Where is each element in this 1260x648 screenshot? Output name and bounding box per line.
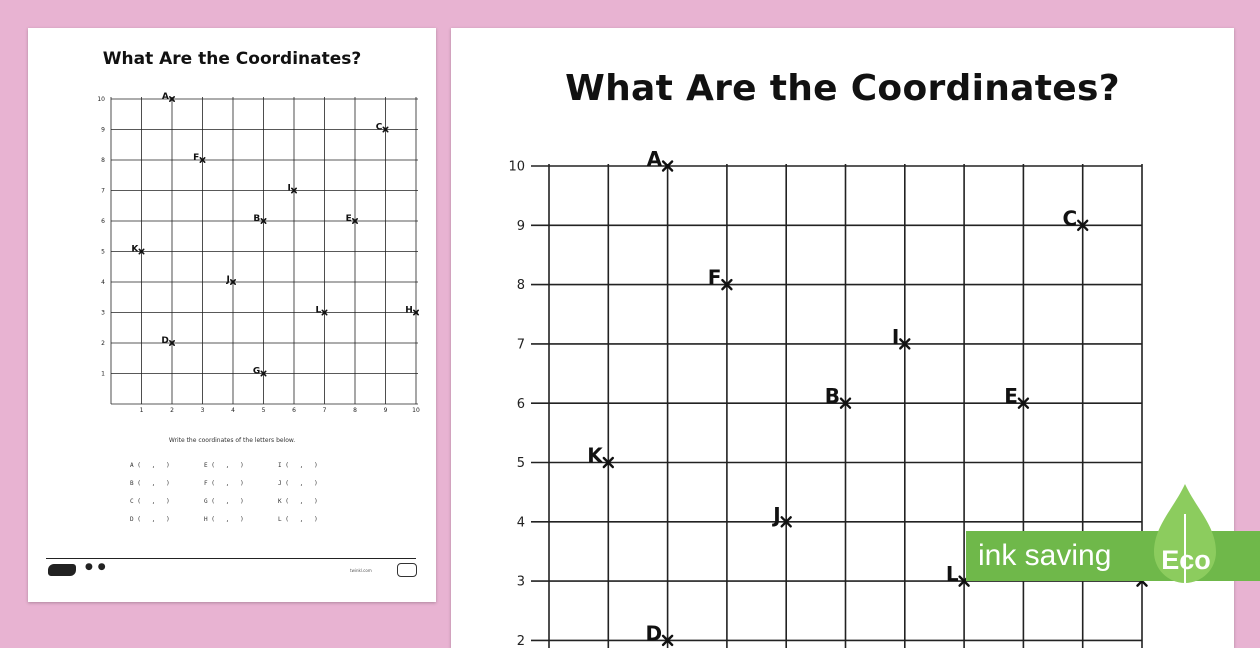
worksheet-title-large: What Are the Coordinates? — [565, 68, 1120, 109]
answer-slot-c[interactable]: C ( , ) — [130, 498, 170, 505]
point-label-d: D — [645, 621, 663, 646]
answer-slot-g[interactable]: G ( , ) — [204, 498, 244, 505]
y-tick-label: 4 — [101, 279, 105, 287]
y-tick-label: 9 — [101, 126, 105, 134]
y-tick-label: 9 — [516, 218, 525, 234]
worksheet-thumbnail[interactable] — [28, 28, 436, 602]
point-label-e: E — [345, 214, 352, 224]
y-tick-label: 6 — [101, 218, 105, 226]
point-label-l: L — [945, 562, 959, 587]
point-label-j: J — [773, 502, 781, 527]
y-tick-label: 10 — [508, 159, 525, 175]
point-label-c: C — [1062, 206, 1078, 231]
point-label-f: F — [707, 265, 722, 290]
x-tick-label: 9 — [383, 407, 388, 414]
y-tick-label: 5 — [101, 248, 105, 256]
point-label-h: H — [405, 305, 413, 316]
worksheet-title-small: What Are the Coordinates? — [102, 49, 362, 69]
y-tick-label: 2 — [101, 340, 105, 348]
footer-dots-icon: ● ● — [85, 562, 107, 572]
leaf-drop-icon — [1150, 484, 1220, 596]
y-tick-label: 1 — [101, 370, 105, 378]
point-label-a: A — [161, 92, 169, 102]
y-tick-label: 10 — [97, 96, 105, 104]
y-tick-label: 7 — [101, 187, 105, 195]
point-label-k: K — [587, 443, 603, 468]
y-tick-label: 8 — [101, 157, 105, 165]
x-tick-label: 10 — [412, 407, 420, 414]
answer-slot-l[interactable]: L ( , ) — [278, 516, 318, 523]
point-label-l: L — [315, 305, 322, 316]
x-tick-label: 2 — [170, 407, 174, 414]
answer-slot-k[interactable]: K ( , ) — [278, 498, 318, 505]
answer-slot-f[interactable]: F ( , ) — [204, 480, 244, 487]
y-tick-label: 4 — [516, 515, 525, 531]
point-label-b: B — [253, 214, 261, 224]
eco-ink-saving-badge — [966, 484, 1260, 596]
point-label-b: B — [824, 384, 840, 409]
eco-badge-word: Eco — [1161, 545, 1211, 575]
x-tick-label: 6 — [292, 407, 296, 414]
point-label-f: F — [193, 153, 200, 163]
point-label-d: D — [161, 336, 169, 346]
x-tick-label: 3 — [200, 407, 205, 414]
y-tick-label: 3 — [516, 574, 525, 590]
footer-brand-icon — [397, 563, 417, 577]
answer-slot-d[interactable]: D ( , ) — [130, 516, 170, 523]
answer-slot-h[interactable]: H ( , ) — [204, 516, 244, 523]
point-label-k: K — [131, 244, 139, 255]
x-tick-label: 5 — [261, 407, 266, 414]
y-tick-label: 3 — [101, 309, 105, 317]
y-tick-label: 6 — [516, 396, 525, 412]
point-label-i: I — [287, 183, 291, 194]
worksheet-instructions: Write the coordinates of the letters below. — [168, 437, 296, 444]
point-label-c: C — [375, 122, 383, 133]
y-tick-label: 2 — [516, 633, 525, 648]
point-label-i: I — [891, 324, 900, 349]
x-tick-label: 8 — [353, 407, 357, 414]
answer-slot-i[interactable]: I ( , ) — [278, 462, 318, 469]
answer-slot-a[interactable]: A ( , ) — [130, 462, 170, 469]
y-tick-label: 5 — [516, 456, 525, 472]
answer-slot-j[interactable]: J ( , ) — [278, 480, 318, 487]
x-tick-label: 1 — [139, 407, 144, 414]
point-label-e: E — [1004, 384, 1018, 409]
answer-slot-b[interactable]: B ( , ) — [130, 480, 170, 487]
eco-badge-label: ink saving — [978, 539, 1112, 572]
point-label-j: J — [226, 275, 230, 285]
y-tick-label: 7 — [516, 337, 525, 353]
footer-divider — [46, 558, 416, 559]
x-tick-label: 7 — [322, 407, 327, 414]
y-tick-label: 8 — [516, 278, 525, 294]
point-label-a: A — [646, 147, 663, 171]
point-label-g: G — [252, 366, 261, 377]
answer-slot-e[interactable]: E ( , ) — [204, 462, 244, 469]
x-tick-label: 4 — [231, 407, 235, 414]
footer-url: twinkl.com — [350, 568, 372, 573]
publisher-logo — [48, 564, 76, 576]
